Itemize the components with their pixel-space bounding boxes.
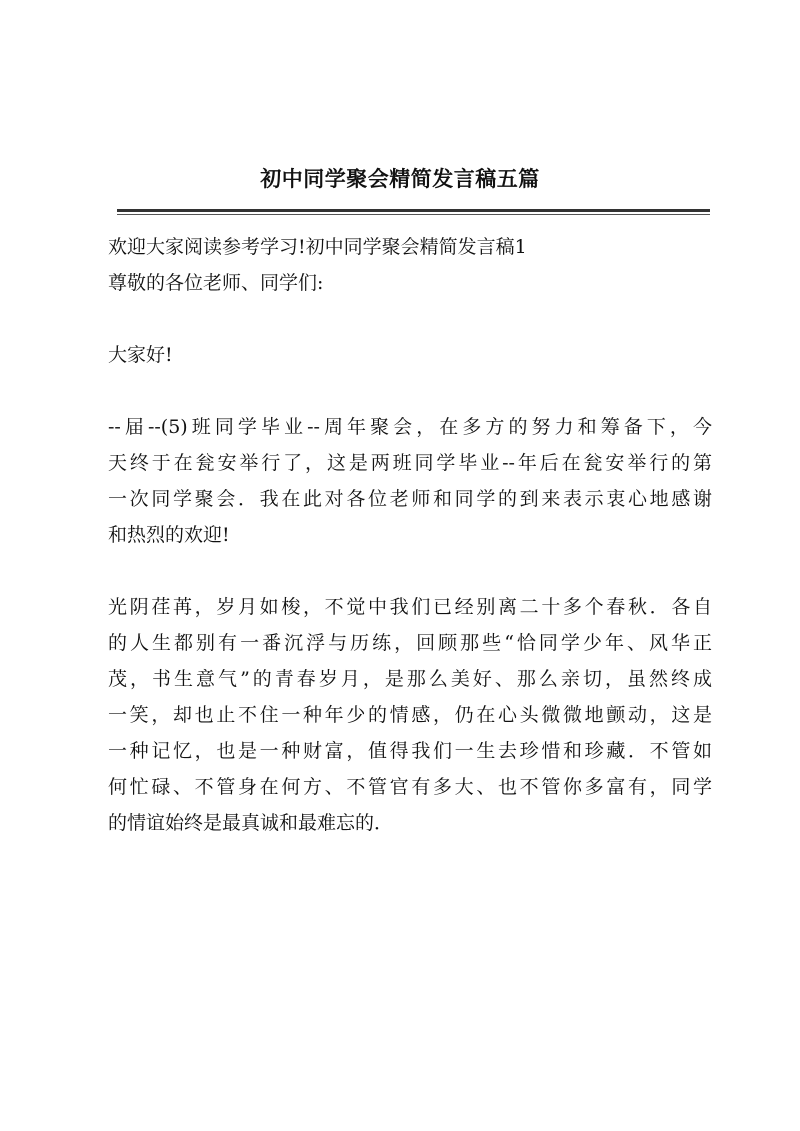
paragraph-line: 一次同学聚会．我在此对各位老师和同学的到来表示衷心地感谢 xyxy=(108,488,712,510)
salutation: 尊敬的各位老师、同学们: xyxy=(108,272,324,294)
blank-line xyxy=(108,373,712,409)
document-title: 初中同学聚会精简发言稿五篇 xyxy=(260,166,540,191)
paragraph-time-passes xyxy=(108,589,712,841)
paragraph-line: 光阴荏苒，岁月如梭，不觉中我们已经别离二十多个春秋．各自 xyxy=(108,596,712,618)
paragraph-reunion-intro xyxy=(108,409,712,553)
title-divider-thick xyxy=(117,209,710,212)
paragraph-line: 的人生都别有一番沉浮与历练，回顾那些“恰同学少年、风华正 xyxy=(108,632,712,654)
blank-line xyxy=(108,553,712,589)
greeting: 大家好! xyxy=(108,344,173,366)
paragraph-line: 天终于在瓮安举行了，这是两班同学毕业--年后在瓮安举行的第 xyxy=(108,452,712,474)
intro-line: 欢迎大家阅读参考学习!初中同学聚会精简发言稿1 xyxy=(108,236,527,258)
blank-line xyxy=(108,301,712,337)
document-body xyxy=(108,229,712,841)
paragraph-line: 一笑，却也止不住一种年少的情感，仍在心头微微地颤动，这是 xyxy=(108,704,712,726)
paragraph-line: 的情谊始终是最真诚和最难忘的． xyxy=(108,812,394,834)
paragraph-line: 茂，书生意气”的青春岁月，是那么美好、那么亲切，虽然终成 xyxy=(108,668,712,690)
title-divider-thin xyxy=(117,214,710,215)
paragraph-line: 何忙碌、不管身在何方、不管官有多大、也不管你多富有，同学 xyxy=(108,776,712,798)
paragraph-line: 一种记忆，也是一种财富，值得我们一生去珍惜和珍藏．不管如 xyxy=(108,740,712,762)
paragraph-line: 和热烈的欢迎! xyxy=(108,524,230,546)
paragraph-line: --届--(5)班同学毕业--周年聚会，在多方的努力和筹备下，今 xyxy=(108,416,712,438)
